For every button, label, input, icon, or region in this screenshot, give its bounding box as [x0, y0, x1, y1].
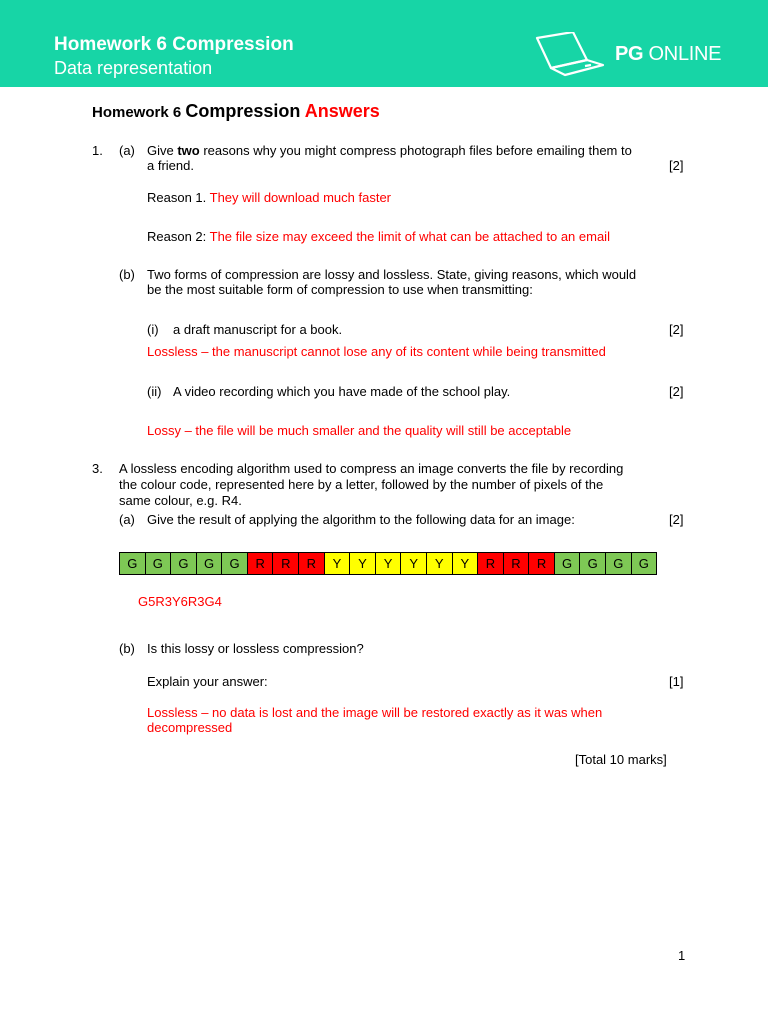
reason2-label: Reason 2: — [147, 229, 210, 244]
pixel-cell: G — [171, 553, 197, 574]
q3b-question: Is this lossy or lossless compression? — [147, 641, 364, 656]
q3a-marks: [2] — [669, 512, 684, 527]
q1b-i-label: (i) — [147, 322, 159, 337]
total-marks: [Total 10 marks] — [575, 752, 667, 767]
q3b-marks: [1] — [669, 674, 684, 689]
q1a-label: (a) — [119, 143, 135, 158]
q1b-ii-answer: Lossy – the file will be much smaller and the quality will still be acceptable — [147, 423, 572, 438]
heading-part1: Homework 6 — [92, 104, 186, 121]
page-heading — [92, 101, 380, 122]
q1-number: 1. — [92, 143, 103, 158]
q1b-ii-marks: [2] — [669, 384, 684, 399]
reason2-answer: The file size may exceed the limit of what can be attached to an email — [209, 229, 610, 244]
reason1-answer: They will download much faster — [209, 190, 391, 205]
q1b-question-line2: be the most suitable form of compression to use when transmitting: — [147, 282, 533, 297]
logo-word: ONLINE — [643, 43, 722, 65]
reason1 — [147, 190, 391, 206]
heading-answers: Answers — [304, 101, 380, 121]
pixel-cell: R — [248, 553, 274, 574]
header-banner — [0, 0, 768, 87]
pixel-cell: Y — [427, 553, 453, 574]
pixel-cell: Y — [401, 553, 427, 574]
heading-part2: Compression — [185, 101, 305, 121]
q3b-label: (b) — [119, 641, 135, 656]
pixel-cell: G — [222, 553, 248, 574]
q3b-explain: Explain your answer: — [147, 674, 268, 689]
q3-intro-line3: same colour, e.g. R4. — [119, 493, 242, 508]
reason1-label: Reason 1. — [147, 190, 210, 205]
q1b-i-marks: [2] — [669, 322, 684, 337]
q3-intro-line1: A lossless encoding algorithm used to compress an image converts the file by recording — [119, 461, 624, 476]
page-number: 1 — [678, 948, 686, 963]
q1a-question-line2: a friend. — [147, 158, 194, 173]
q3a-question: Give the result of applying the algorithm to the following data for an image: — [147, 512, 575, 527]
q3a-label: (a) — [119, 512, 135, 527]
logo-text — [615, 43, 721, 66]
pixel-cell: R — [504, 553, 530, 574]
pixel-cell: G — [146, 553, 172, 574]
pixel-cell: Y — [325, 553, 351, 574]
logo-bold: PG — [615, 43, 644, 65]
reason2 — [147, 229, 610, 245]
pixel-cell: Y — [376, 553, 402, 574]
pixel-cell: G — [632, 553, 657, 574]
pixel-cell: G — [580, 553, 606, 574]
pixel-cell: G — [120, 553, 146, 574]
q1b-question-line1: Two forms of compression are lossy and lossless. State, giving reasons, which would — [147, 267, 637, 282]
q1b-i-answer: Lossless – the manuscript cannot lose any of its content while being transmitted — [147, 344, 606, 359]
pixel-cell: Y — [453, 553, 479, 574]
q1a-question — [147, 143, 632, 159]
q1a-bold: two — [177, 143, 200, 158]
q1b-label: (b) — [119, 267, 135, 282]
q1b-ii-question: A video recording which you have made of the school play. — [173, 384, 511, 399]
pixel-cell: G — [555, 553, 581, 574]
q3b-answer-line1: Lossless – no data is lost and the image will be restored exactly as it was when — [147, 705, 603, 720]
q3-number: 3. — [92, 461, 103, 476]
q3b-answer-line2: decompressed — [147, 720, 233, 735]
q1a-marks: [2] — [669, 158, 684, 173]
pixel-strip — [119, 552, 657, 575]
pixel-cell: G — [606, 553, 632, 574]
pixel-cell: R — [529, 553, 555, 574]
pixel-cell: G — [197, 553, 223, 574]
q1b-i-question: a draft manuscript for a book. — [173, 322, 343, 337]
header-title: Homework 6 Compression — [54, 34, 294, 55]
pixel-cell: R — [273, 553, 299, 574]
q1a-post: reasons why you might compress photograph files before emailing them to — [199, 143, 632, 158]
q3a-answer: G5R3Y6R3G4 — [138, 594, 222, 609]
pixel-cell: R — [478, 553, 504, 574]
pixel-cell: Y — [350, 553, 376, 574]
laptop-icon — [533, 32, 609, 78]
pixel-cell: R — [299, 553, 325, 574]
header-subtitle: Data representation — [54, 58, 213, 78]
q3-intro-line2: the colour code, represented here by a letter, followed by the number of pixels of the — [119, 477, 604, 492]
q1a-pre: Give — [147, 143, 178, 158]
pg-online-logo — [533, 32, 723, 78]
q1b-ii-label: (ii) — [147, 384, 162, 399]
